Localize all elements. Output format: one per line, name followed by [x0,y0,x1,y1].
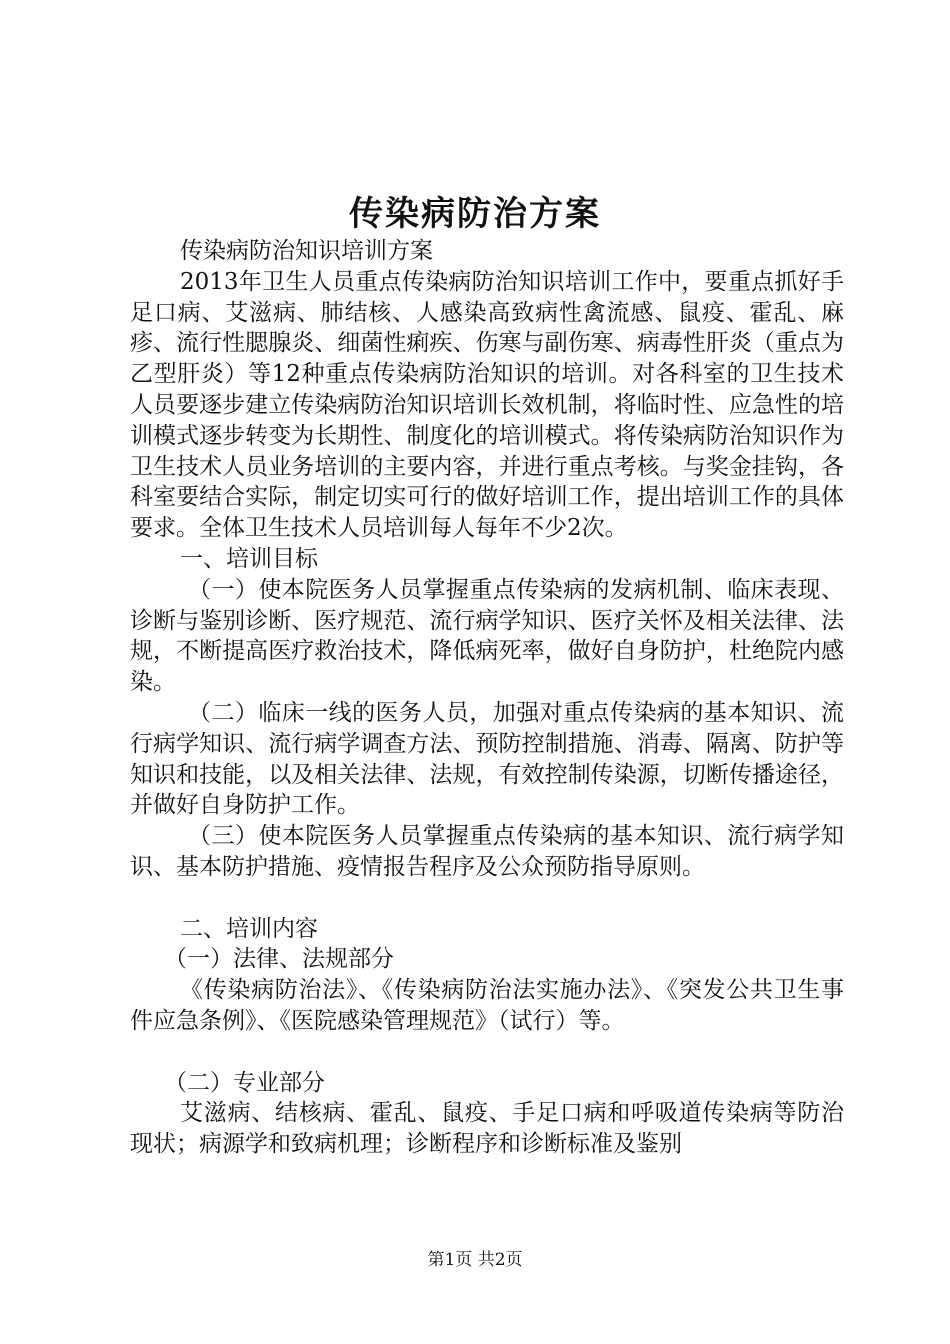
page-footer: 第1页 共2页 [427,1250,523,1270]
subtitle-paragraph: 传染病防治知识培训方案 [180,238,433,264]
section-heading-goals: 一、培训目标 [180,545,318,572]
goal-paragraph-2: （二）临床一线的医务人员，加强对重点传染病的基本知识、流行病学知识、流行病学调查方法、预防控制措施、消毒、隔离、防护等知识和技能，以及相关法律、法规，有效控制传染源，切断传播途径，并做好自身防护工作。 [130,699,844,819]
subheading-professional: （二）专业部分 [164,1069,325,1096]
subheading-law: （一）法律、法规部分 [164,946,394,973]
law-paragraph: 《传染病防治法》、《传染病防治法实施办法》、《突发公共卫生事件应急条例》、《医院感染管理规范》（试行）等。 [130,977,844,1034]
professional-paragraph: 艾滋病、结核病、霍乱、鼠疫、手足口病和呼吸道传染病等防治现状；病源学和致病机理；诊断程序和诊断标准及鉴别 [130,1100,844,1158]
document-title: 传染病防治方案 [349,194,601,234]
goal-paragraph-3: （三）使本院医务人员掌握重点传染病的基本知识、流行病学知识、基本防护措施、疫情报告程序及公众预防指导原则。 [130,823,844,880]
spacer [130,1037,844,1068]
intro-paragraph: 2013年卫生人员重点传染病防治知识培训工作中，要重点抓好手足口病、艾滋病、肺结核、人感染高致病性禽流感、鼠疫、霍乱、麻疹、流行性腮腺炎、细菌性痢疾、伤寒与副伤寒、病毒性肝炎（重点为乙型肝炎）等12种重点传染病防治知识的培训。对各科室的卫生技术人员要逐步建立传染病防治知识培训长效机制，将临时性、应急性的培训模式逐步转变为长期性、制度化的培训模式。将传染病防治知识作为卫生技术人员业务培训的主要内容，并进行重点考核。与奖金挂钩，各科室要结合实际，制定切实可行的做好培训工作，提出培训工作的具体要求。全体卫生技术人员培训每人每年不少2次。 [130,268,844,542]
spacer [130,883,844,914]
document-body [130,236,844,1160]
section-heading-content: 二、培训内容 [180,915,318,942]
goal-paragraph-1: （一）使本院医务人员掌握重点传染病的发病机制、临床表现、诊断与鉴别诊断、医疗规范、流行病学知识、医疗关怀及相关法律、法规，不断提高医疗救治技术，降低病死率，做好自身防护，杜绝院内感染。 [130,576,844,696]
